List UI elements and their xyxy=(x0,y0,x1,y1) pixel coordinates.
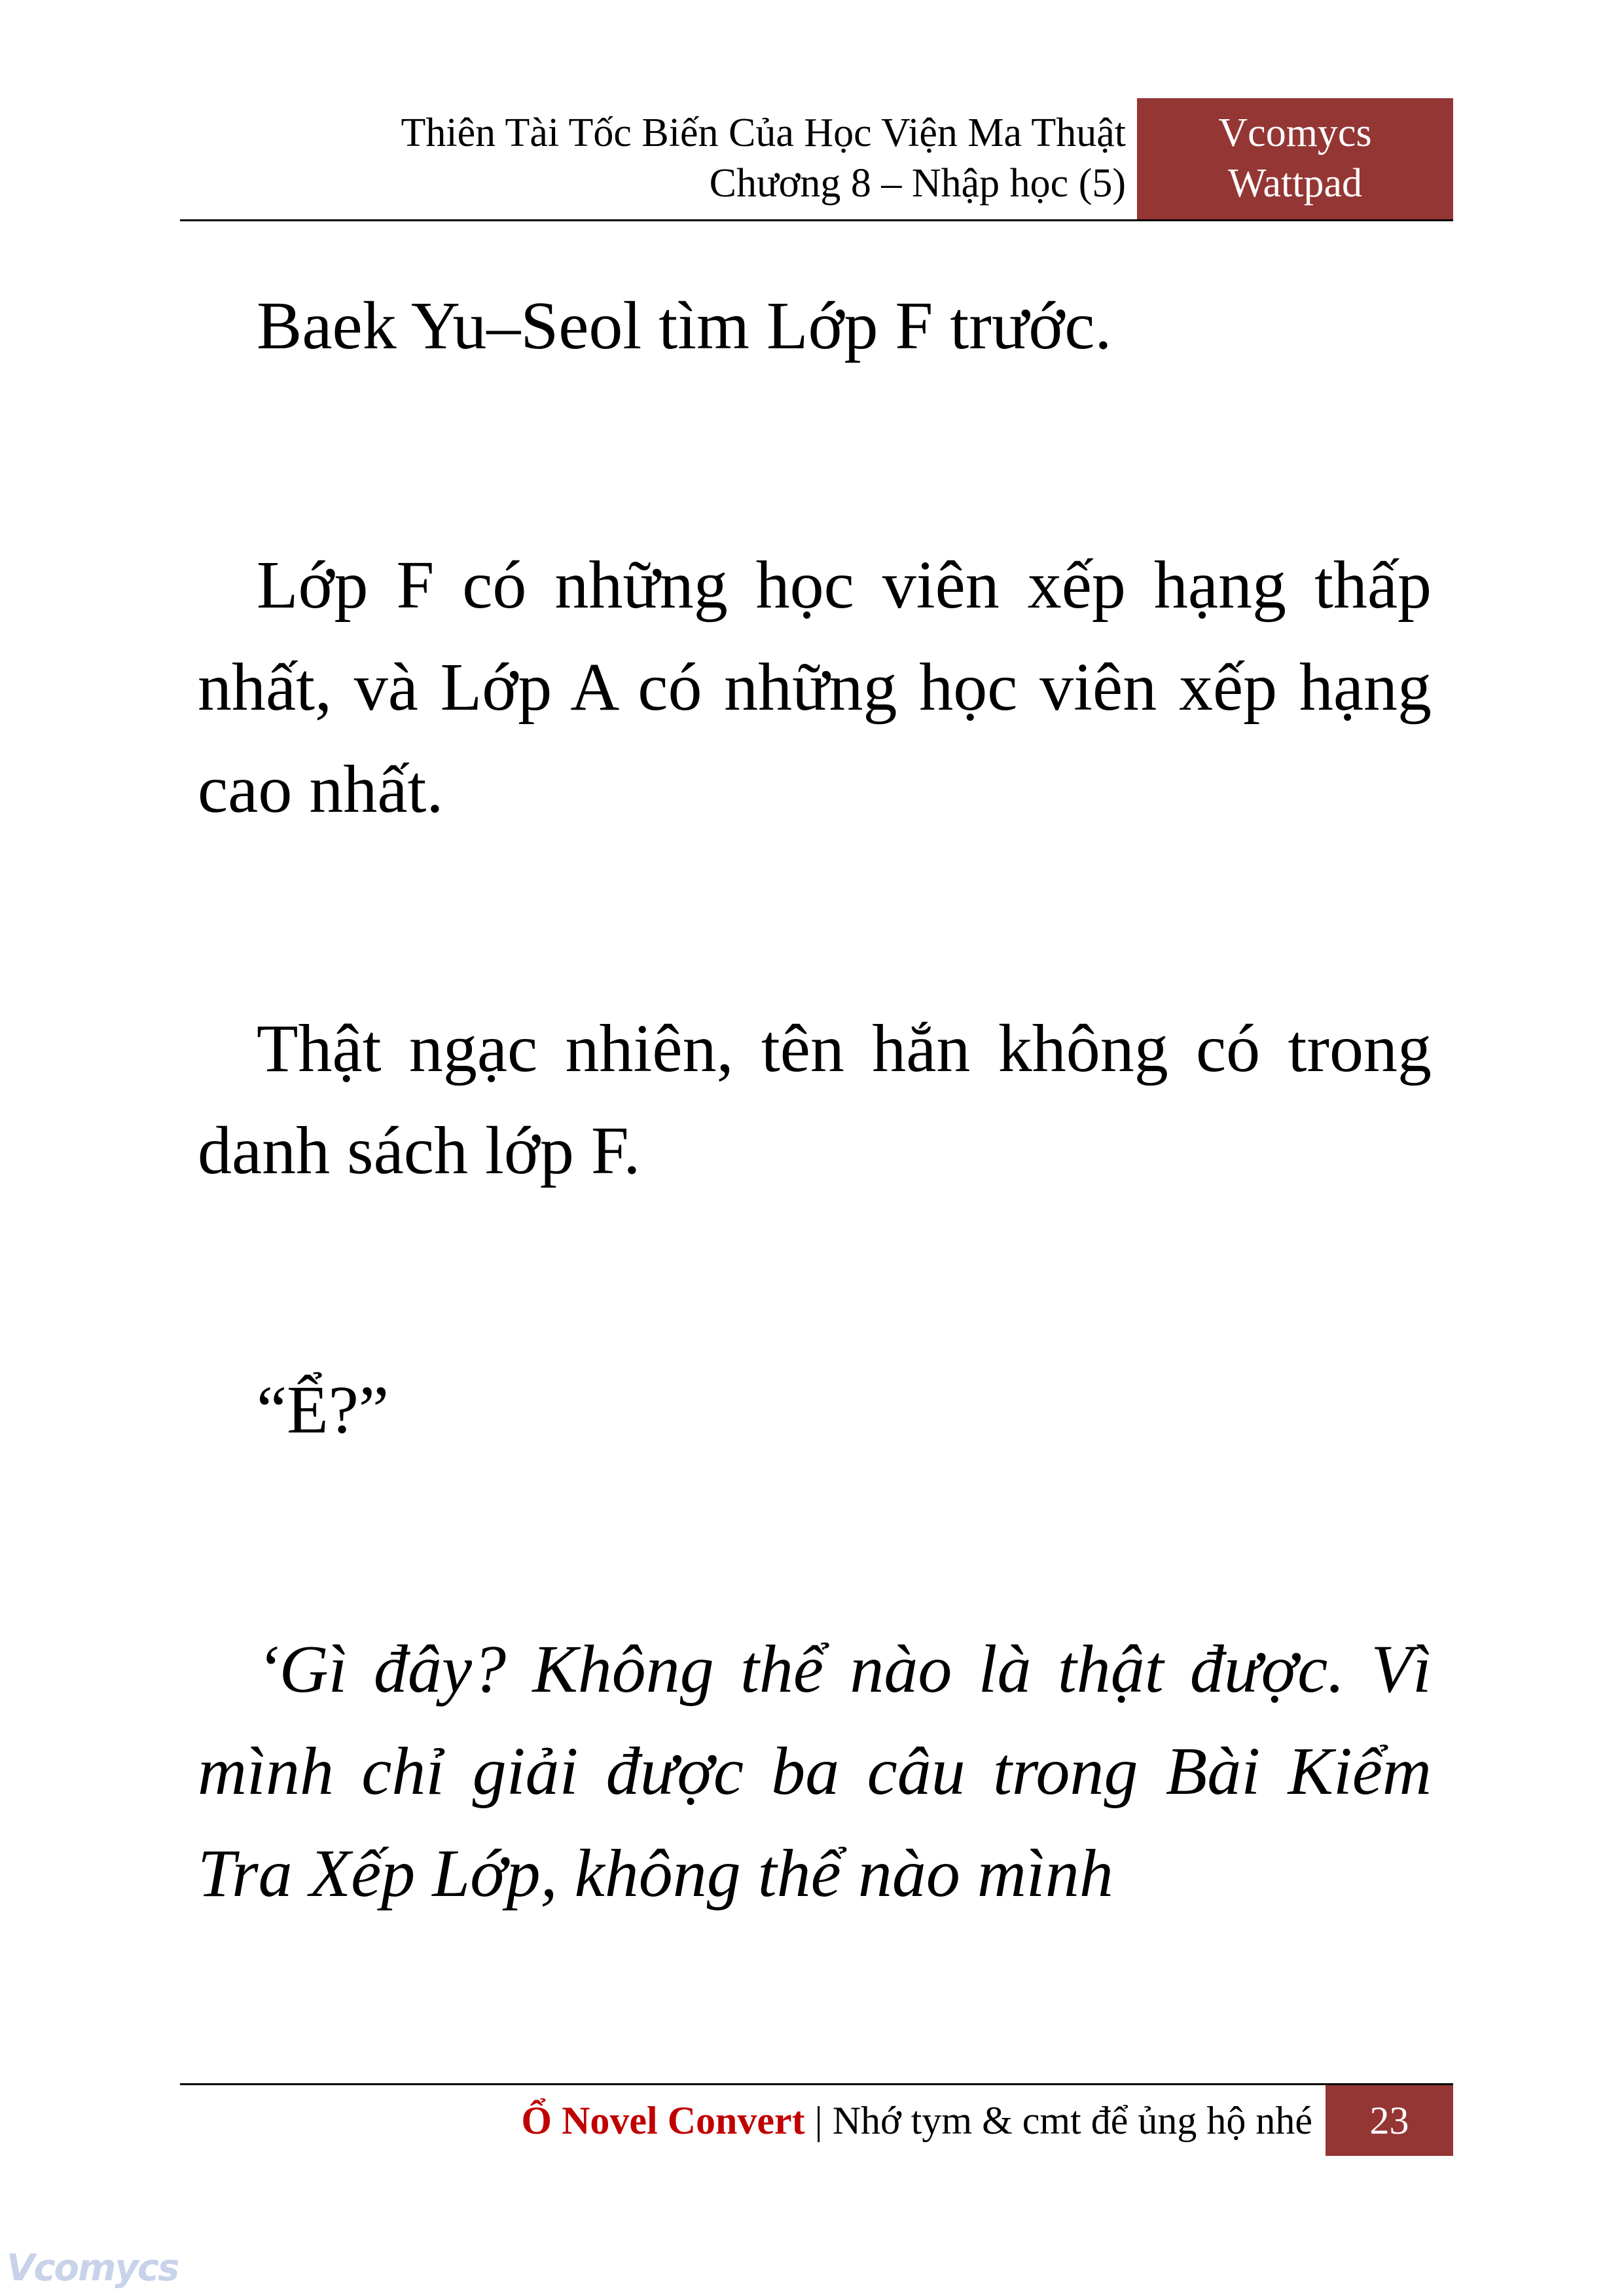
page-header xyxy=(180,98,1453,221)
page-body xyxy=(198,275,1432,2082)
badge-line-vcomycs: Vcomycs xyxy=(1218,111,1372,155)
book-title: Thiên Tài Tốc Biến Của Học Viện Ma Thuật xyxy=(401,111,1126,155)
paragraph: “Ể?” xyxy=(257,1372,389,1448)
chapter-title: Chương 8 – Nhập học (5) xyxy=(709,161,1126,206)
page-footer xyxy=(180,2083,1453,2156)
footer-text xyxy=(521,2097,1312,2144)
page-number: 23 xyxy=(1326,2085,1453,2156)
footer-message: Nhớ tym & cmt để ủng hộ nhé xyxy=(832,2099,1312,2142)
paragraph: Baek Yu–Seol tìm Lớp F trước. xyxy=(257,288,1112,363)
footer-brand: Ổ Novel Convert xyxy=(521,2099,805,2142)
vcomycs-watermark-logo: Vcomycs xyxy=(7,2247,179,2289)
header-titles xyxy=(401,108,1126,209)
paragraph: Thật ngạc nhiên, tên hắn không có trong danh sách lớp F. xyxy=(198,1011,1432,1188)
footer-separator: | xyxy=(804,2099,833,2142)
paragraph-thought: ‘Gì đây? Không thể nào là thật được. Vì mình chỉ giải được ba câu trong Bài Kiểm Tra Xếp Lớp, không thể nào mình xyxy=(198,1631,1432,1911)
paragraph: Lớp F có những học viên xếp hạng thấp nhất, và Lớp A có những học viên xếp hạng cao nhất. xyxy=(198,547,1432,827)
badge-line-wattpad: Wattpad xyxy=(1227,161,1363,206)
source-badge xyxy=(1137,98,1453,219)
